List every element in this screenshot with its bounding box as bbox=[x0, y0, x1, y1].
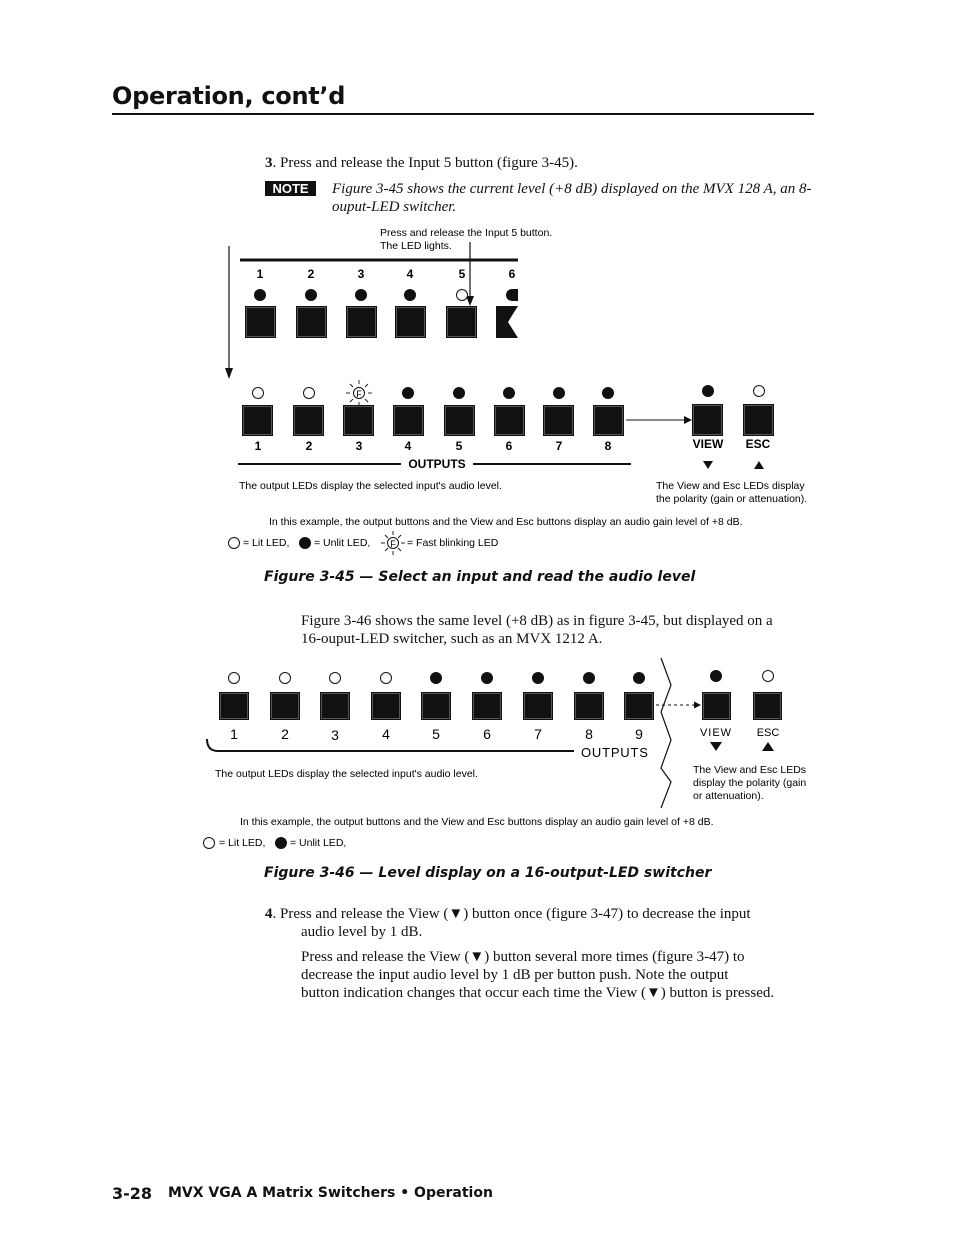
figure-3-46 bbox=[0, 650, 954, 860]
esc-button[interactable] bbox=[743, 404, 774, 436]
input-number-5: 5 bbox=[458, 267, 466, 281]
output-button-3[interactable] bbox=[343, 405, 374, 436]
output-button-3[interactable] bbox=[320, 692, 350, 720]
output-button-7[interactable] bbox=[523, 692, 553, 720]
example-note: In this example, the output buttons and the View and Esc buttons display an audio gain level of +8 dB. bbox=[240, 816, 714, 828]
input-button-3[interactable] bbox=[346, 306, 377, 338]
step-4-para-2-line-2: decrease the input audio level by 1 dB per button push. Note the output bbox=[301, 967, 729, 983]
output-button-2[interactable] bbox=[293, 405, 324, 436]
output-led-7 bbox=[532, 672, 544, 684]
output-led-3-blinking bbox=[346, 380, 372, 406]
input-button-4[interactable] bbox=[395, 306, 426, 338]
output-button-1[interactable] bbox=[219, 692, 249, 720]
output-number-2: 2 bbox=[305, 439, 313, 453]
para-46-line-2: 16-ouput-LED switcher, such as an MVX 1212 A. bbox=[301, 631, 603, 647]
footer-title: MVX VGA A Matrix Switchers • Operation bbox=[168, 1185, 493, 1201]
figure-3-46-caption: Figure 3-46 — Level display on a 16-output-LED switcher bbox=[264, 865, 712, 881]
output-led-1 bbox=[229, 673, 240, 684]
note-text: Figure 3-45 shows the current level (+8 dB) displayed on the MVX 128 A, an 8-ouput-LED switcher. bbox=[332, 181, 812, 215]
legend-blink-glyph: F bbox=[390, 539, 396, 549]
output-led-3 bbox=[330, 673, 341, 684]
input-button-2[interactable] bbox=[296, 306, 327, 338]
output-number-2: 2 bbox=[281, 726, 289, 742]
page-title: Operation, cont’d bbox=[112, 82, 346, 110]
output-number-5: 5 bbox=[455, 439, 463, 453]
figure-3-45-caption: Figure 3-45 — Select an input and read the audio level bbox=[264, 569, 696, 585]
output-button-5[interactable] bbox=[421, 692, 451, 720]
legend-lit: = Lit LED, bbox=[243, 537, 290, 549]
output-button-8[interactable] bbox=[593, 405, 624, 436]
step-4-text: . Press and release the View (▼) button once (figure 3-47) to decrease the input bbox=[272, 906, 751, 922]
view-esc-note-line-1: The View and Esc LEDs bbox=[693, 764, 807, 776]
callout-line-2: The LED lights. bbox=[380, 240, 452, 252]
step-4-line-2: audio level by 1 dB. bbox=[301, 924, 423, 940]
output-button-5[interactable] bbox=[444, 405, 475, 436]
output-led-1 bbox=[253, 388, 264, 399]
outputs-label: OUTPUTS bbox=[581, 745, 649, 760]
esc-up-icon bbox=[754, 461, 764, 469]
legend-blink-icon bbox=[381, 531, 405, 555]
input-button-6[interactable] bbox=[496, 306, 518, 338]
input-number-6: 6 bbox=[508, 267, 516, 281]
output-number-6: 6 bbox=[483, 726, 491, 742]
view-esc-note-line-2: display the polarity (gain bbox=[693, 777, 807, 789]
esc-label: ESC bbox=[745, 437, 771, 451]
input-led-2 bbox=[305, 289, 317, 301]
output-leds-note: The output LEDs display the selected input's audio level. bbox=[215, 768, 478, 780]
esc-led bbox=[763, 671, 774, 682]
input-number-1: 1 bbox=[256, 267, 264, 281]
output-button-9[interactable] bbox=[624, 692, 654, 720]
callout-line-1: Press and release the Input 5 button. bbox=[380, 227, 553, 239]
input-number-4: 4 bbox=[406, 267, 414, 281]
esc-up-icon bbox=[762, 742, 774, 751]
view-esc-note-line-3: or attenuation). bbox=[693, 790, 764, 802]
output-number-3: 3 bbox=[355, 439, 363, 453]
legend-unlit-icon bbox=[275, 837, 287, 849]
step-3-number: 3 bbox=[265, 155, 273, 171]
output-button-7[interactable] bbox=[543, 405, 574, 436]
output-number-4: 4 bbox=[382, 726, 390, 742]
step-4-para-2-line-1: Press and release the View (▼) button several more times (figure 3-47) to bbox=[301, 949, 745, 965]
output-number-4: 4 bbox=[404, 439, 412, 453]
outputs-bracket bbox=[207, 739, 574, 751]
output-button-1[interactable] bbox=[242, 405, 273, 436]
esc-led bbox=[754, 386, 765, 397]
input-led-4 bbox=[404, 289, 416, 301]
input-led-5 bbox=[457, 290, 468, 301]
input-button-1[interactable] bbox=[245, 306, 276, 338]
output-number-8: 8 bbox=[604, 439, 612, 453]
view-label: VIEW bbox=[699, 727, 733, 739]
legend-unlit-icon bbox=[299, 537, 311, 549]
output-leds-note: The output LEDs display the selected input's audio level. bbox=[239, 480, 502, 492]
view-led bbox=[702, 385, 714, 397]
step-4-line-1 bbox=[265, 905, 751, 923]
footer-page-number: 3-28 bbox=[112, 1184, 153, 1203]
output-led-6 bbox=[481, 672, 493, 684]
output-number-1: 1 bbox=[254, 439, 262, 453]
outputs-label: OUTPUTS bbox=[408, 457, 466, 471]
view-led bbox=[710, 670, 722, 682]
blink-glyph: F bbox=[356, 389, 362, 399]
view-button[interactable] bbox=[702, 692, 731, 720]
esc-label: ESC bbox=[756, 727, 780, 739]
input-led-1 bbox=[254, 289, 266, 301]
legend-lit-icon bbox=[229, 538, 240, 549]
output-number-5: 5 bbox=[432, 726, 440, 742]
example-note: In this example, the output buttons and the View and Esc buttons display an audio gain level of +8 dB. bbox=[269, 516, 743, 528]
output-led-6 bbox=[503, 387, 515, 399]
output-led-4 bbox=[381, 673, 392, 684]
step-4-para-2-line-3: button indication changes that occur each time the View (▼) button is pressed. bbox=[301, 985, 775, 1001]
output-led-8 bbox=[602, 387, 614, 399]
legend-blink: = Fast blinking LED bbox=[407, 537, 499, 549]
output-number-7: 7 bbox=[534, 726, 542, 742]
view-down-icon bbox=[710, 742, 722, 751]
para-46-line-1: Figure 3-46 shows the same level (+8 dB) as in figure 3-45, but displayed on a bbox=[301, 613, 773, 629]
output-led-5 bbox=[430, 672, 442, 684]
legend-lit: = Lit LED, bbox=[219, 837, 266, 849]
legend-lit-icon bbox=[204, 838, 215, 849]
output-number-6: 6 bbox=[505, 439, 513, 453]
output-led-5 bbox=[453, 387, 465, 399]
output-button-2[interactable] bbox=[270, 692, 300, 720]
output-led-8 bbox=[583, 672, 595, 684]
output-led-2 bbox=[280, 673, 291, 684]
esc-button[interactable] bbox=[753, 692, 782, 720]
vertical-arrow-head bbox=[225, 368, 233, 379]
output-number-8: 8 bbox=[585, 726, 593, 742]
input-button-5[interactable] bbox=[446, 306, 477, 338]
view-esc-note-line-1: The View and Esc LEDs display bbox=[656, 480, 805, 492]
input-led-3 bbox=[355, 289, 367, 301]
view-pointer-head bbox=[694, 702, 701, 709]
zigzag-break bbox=[661, 658, 671, 808]
output-button-6[interactable] bbox=[494, 405, 525, 436]
output-led-9 bbox=[633, 672, 645, 684]
input-led-6 bbox=[506, 289, 518, 301]
output-number-9: 9 bbox=[635, 726, 643, 742]
output-buttons bbox=[242, 405, 624, 436]
output-led-2 bbox=[304, 388, 315, 399]
output-button-8[interactable] bbox=[574, 692, 604, 720]
view-button[interactable] bbox=[692, 404, 723, 436]
output-led-4 bbox=[402, 387, 414, 399]
output-number-1: 1 bbox=[230, 726, 238, 742]
output-number-3: 3 bbox=[331, 727, 339, 743]
output-button-4[interactable] bbox=[371, 692, 401, 720]
view-down-icon bbox=[703, 461, 713, 469]
input-number-2: 2 bbox=[307, 267, 315, 281]
view-label: VIEW bbox=[692, 437, 724, 451]
output-number-7: 7 bbox=[555, 439, 563, 453]
figure-3-45 bbox=[0, 0, 954, 570]
note-badge: NOTE bbox=[265, 181, 316, 196]
input-number-3: 3 bbox=[357, 267, 365, 281]
output-button-6[interactable] bbox=[472, 692, 502, 720]
legend-unlit: = Unlit LED, bbox=[314, 537, 371, 549]
output-button-4[interactable] bbox=[393, 405, 424, 436]
view-pointer-head bbox=[684, 416, 692, 424]
view-esc-note-line-2: the polarity (gain or attenuation). bbox=[656, 493, 808, 505]
output-led-7 bbox=[553, 387, 565, 399]
step-3-text: . Press and release the Input 5 button (figure 3-45). bbox=[272, 155, 578, 171]
step-4-number: 4 bbox=[265, 906, 273, 922]
legend-unlit: = Unlit LED, bbox=[290, 837, 347, 849]
